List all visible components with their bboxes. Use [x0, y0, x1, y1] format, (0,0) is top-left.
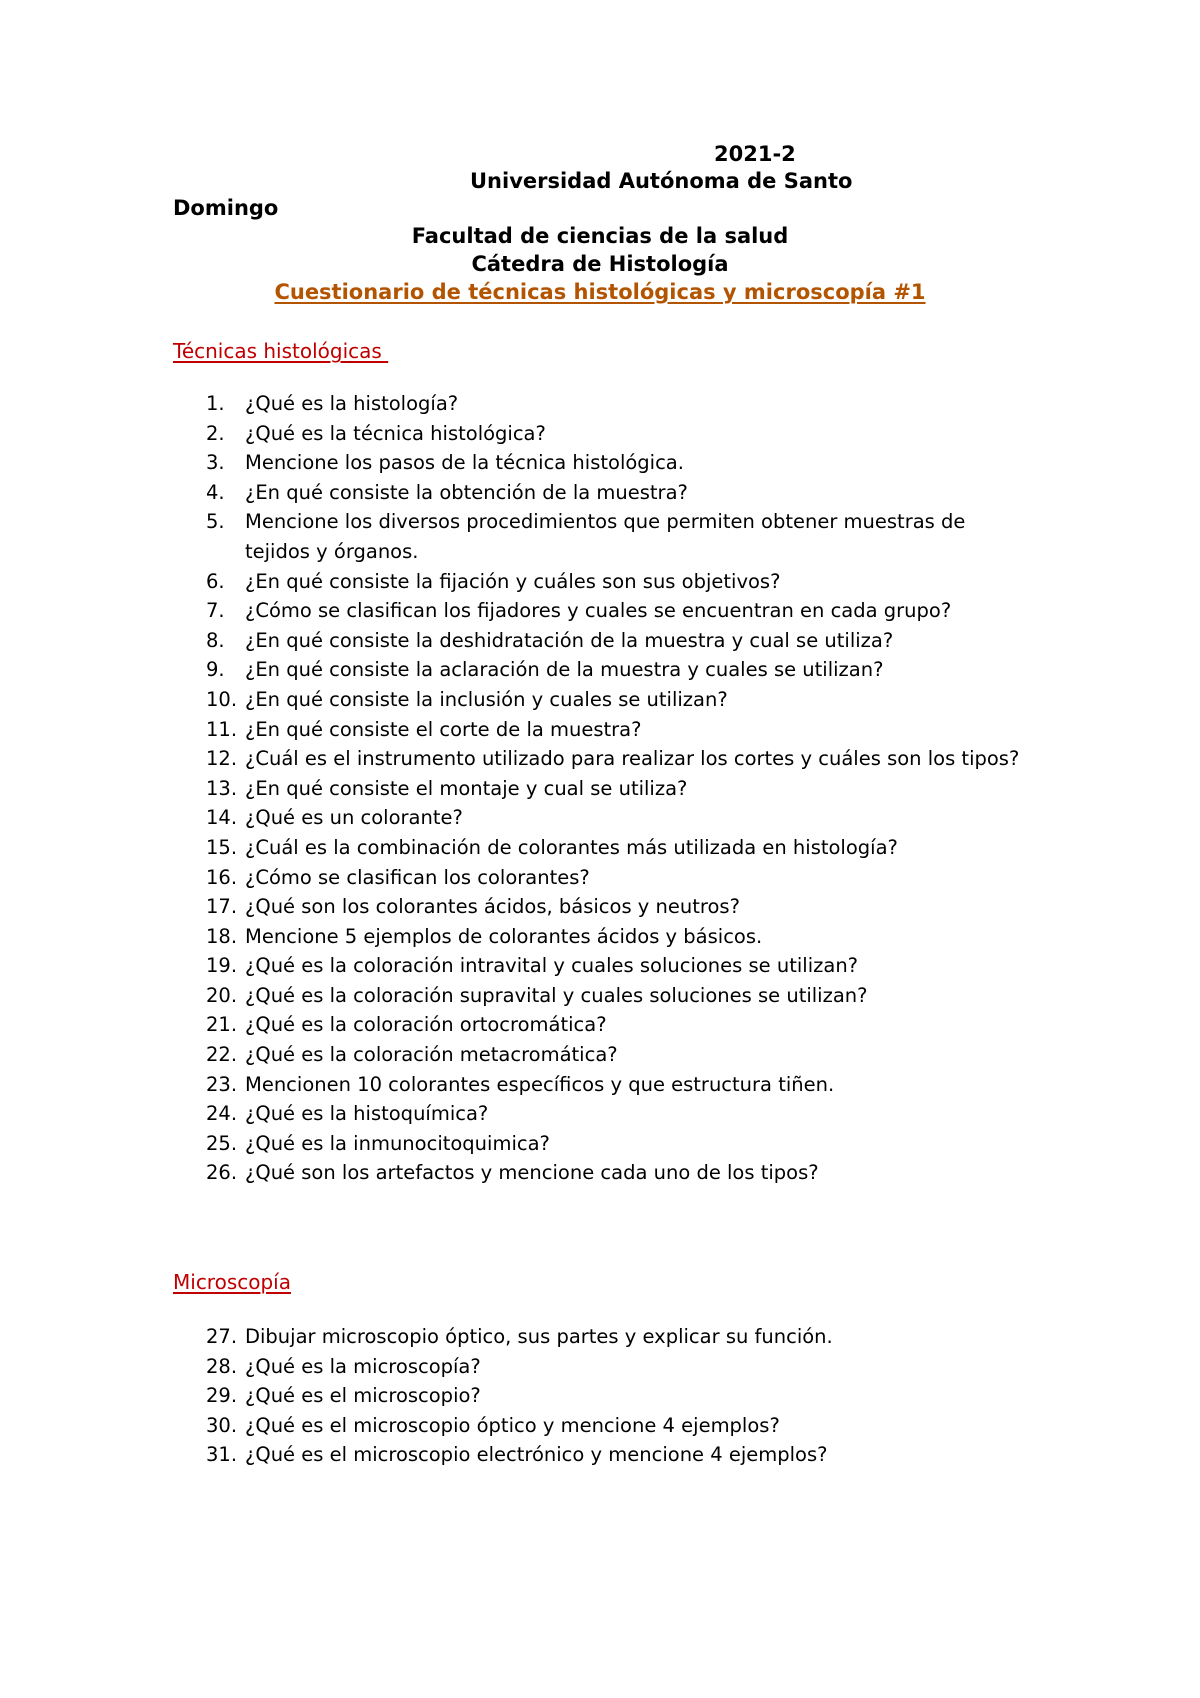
question-number: 28.: [206, 1354, 238, 1378]
question-text: ¿Qué es la coloración ortocromática?: [245, 1013, 607, 1037]
question-item: [0, 419, 1030, 449]
question-text: ¿Qué es la histoquímica?: [245, 1102, 489, 1126]
question-number: 3.: [206, 451, 225, 475]
question-item: [0, 448, 1030, 478]
question-item: [0, 922, 1030, 952]
question-item: [0, 1352, 1030, 1382]
question-item: [0, 1440, 1030, 1470]
question-text: ¿Qué es la coloración intravital y cuales soluciones se utilizan?: [245, 954, 859, 978]
question-number: 23.: [206, 1072, 238, 1096]
question-number: 27.: [206, 1325, 238, 1348]
question-item: [0, 744, 1030, 774]
university-name-line2: Domingo: [173, 196, 279, 220]
question-number: 7.: [206, 599, 225, 623]
question-item: [0, 478, 1030, 508]
question-list-tecnicas: [0, 389, 1030, 1188]
question-number: 30.: [206, 1413, 238, 1437]
question-number: 2.: [206, 421, 225, 445]
question-text: Mencione 5 ejemplos de colorantes ácidos y básicos.: [245, 924, 763, 948]
question-item: [0, 1158, 1030, 1188]
question-text: ¿En qué consiste la obtención de la muestra?: [245, 480, 688, 504]
question-item: [0, 1099, 1030, 1129]
university-name-line1: Universidad Autónoma de Santo: [470, 169, 853, 193]
question-number: 5.: [206, 510, 225, 534]
question-text: ¿Qué es la inmunocitoquimica?: [245, 1131, 550, 1155]
question-item: [0, 951, 1030, 981]
question-item: [0, 626, 1030, 656]
question-number: 26.: [206, 1161, 238, 1185]
question-text: ¿En qué consiste la deshidratación de la muestra y cual se utiliza?: [245, 628, 894, 652]
question-text: ¿Qué es un colorante?: [245, 806, 463, 830]
question-text: Mencione los diversos procedimientos que permiten obtener muestras de tejidos y órganos.: [245, 510, 966, 563]
year-label: 2021-2: [714, 142, 796, 166]
question-item: [0, 1070, 1030, 1100]
question-number: 8.: [206, 628, 225, 652]
question-item: [0, 567, 1030, 597]
question-item: [0, 1010, 1030, 1040]
question-number: 16.: [206, 865, 238, 889]
question-item: [0, 833, 1030, 863]
question-text: ¿Qué es el microscopio óptico y mencione 4 ejemplos?: [245, 1413, 780, 1437]
question-item: [0, 655, 1030, 685]
question-item: [0, 1322, 1030, 1352]
question-text: ¿Qué es la coloración metacromática?: [245, 1043, 618, 1067]
question-text: ¿En qué consiste la aclaración de la muestra y cuales se utilizan?: [245, 658, 884, 682]
question-text: Mencionen 10 colorantes específicos y que estructura tiñen.: [245, 1072, 835, 1096]
question-item: [0, 1040, 1030, 1070]
question-text: ¿En qué consiste el corte de la muestra?: [245, 717, 642, 741]
question-number: 15.: [206, 835, 238, 859]
question-item: [0, 507, 1030, 566]
question-text: ¿Qué es la técnica histológica?: [245, 421, 546, 445]
question-number: 21.: [206, 1013, 238, 1037]
faculty-name: Facultad de ciencias de la salud: [411, 224, 789, 248]
question-number: 13.: [206, 776, 238, 800]
question-number: 11.: [206, 717, 238, 741]
question-number: 4.: [206, 480, 225, 504]
question-number: 22.: [206, 1043, 238, 1067]
question-number: 25.: [206, 1131, 238, 1155]
question-number: 18.: [206, 924, 238, 948]
question-number: 19.: [206, 954, 238, 978]
question-number: 9.: [206, 658, 225, 682]
question-number: 29.: [206, 1384, 238, 1408]
question-number: 14.: [206, 806, 238, 830]
question-number: 20.: [206, 983, 238, 1007]
question-text: Mencione los pasos de la técnica histológica.: [245, 451, 684, 475]
chair-name: Cátedra de Histología: [471, 252, 729, 276]
question-text: ¿Qué es la coloración supravital y cuales soluciones se utilizan?: [245, 983, 868, 1007]
question-item: [0, 685, 1030, 715]
question-text: ¿Qué son los artefactos y mencione cada uno de los tipos?: [245, 1161, 819, 1185]
question-text: Dibujar microscopio óptico, sus partes y explicar su función.: [245, 1325, 833, 1348]
question-text: ¿Cuál es el instrumento utilizado para realizar los cortes y cuáles son los tipos?: [245, 747, 1020, 771]
question-item: [0, 596, 1030, 626]
question-text: ¿Qué es el microscopio?: [245, 1384, 481, 1408]
question-text: ¿En qué consiste la fijación y cuáles son sus objetivos?: [245, 569, 781, 593]
question-number: 6.: [206, 569, 225, 593]
question-item: [0, 1129, 1030, 1159]
question-list-microscopia: [0, 1322, 1030, 1470]
question-text: ¿Qué es el microscopio electrónico y mencione 4 ejemplos?: [245, 1443, 828, 1467]
question-text: ¿Cómo se clasifican los fijadores y cuales se encuentran en cada grupo?: [245, 599, 952, 623]
question-number: 24.: [206, 1102, 238, 1126]
question-text: ¿Cómo se clasifican los colorantes?: [245, 865, 590, 889]
question-item: [0, 774, 1030, 804]
section-title-microscopia: Microscopía: [173, 1270, 291, 1294]
section-title-tecnicas: Técnicas histológicas: [173, 339, 389, 363]
question-item: [0, 981, 1030, 1011]
question-item: [0, 389, 1030, 419]
question-number: 17.: [206, 895, 238, 919]
question-number: 31.: [206, 1443, 238, 1467]
question-text: ¿En qué consiste la inclusión y cuales se utilizan?: [245, 687, 728, 711]
question-number: 12.: [206, 747, 238, 771]
question-text: ¿Qué es la histología?: [245, 392, 459, 415]
document-title: Cuestionario de técnicas histológicas y microscopía #1: [274, 280, 926, 304]
question-item: [0, 863, 1030, 893]
document-title-wrapper: [0, 278, 1200, 306]
question-item: [0, 715, 1030, 745]
question-item: [0, 1381, 1030, 1411]
question-number: 10.: [206, 687, 238, 711]
question-item: [0, 892, 1030, 922]
question-item: [0, 803, 1030, 833]
question-text: ¿Cuál es la combinación de colorantes más utilizada en histología?: [245, 835, 898, 859]
question-text: ¿Qué son los colorantes ácidos, básicos y neutros?: [245, 895, 740, 919]
question-text: ¿Qué es la microscopía?: [245, 1354, 481, 1378]
question-number: 1.: [206, 392, 225, 415]
question-item: [0, 1411, 1030, 1441]
question-text: ¿En qué consiste el montaje y cual se utiliza?: [245, 776, 688, 800]
